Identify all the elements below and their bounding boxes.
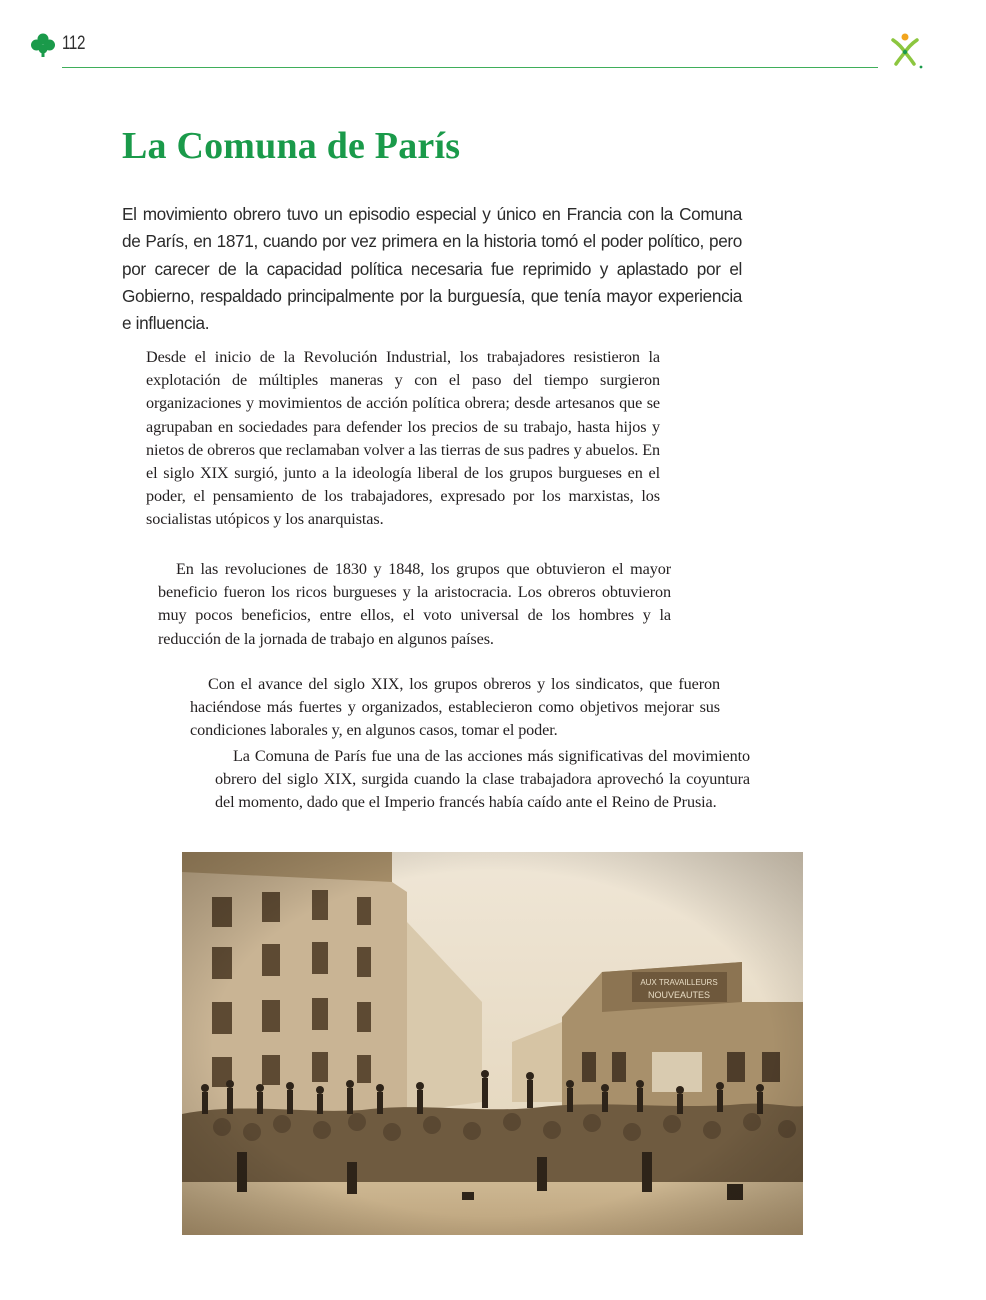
body-paragraph-2: En las revoluciones de 1830 y 1848, los grupos que obtuvieron el mayor beneficio fueron los ricos burgueses y la aristocracia. Los obreros obtuvieron muy pocos beneficios, entre ellos, el voto universal de los hombres y la reducción de la jornada de trabajo en algunos países.: [158, 560, 671, 648]
sprout-figure-icon: [885, 30, 925, 70]
page-header: [0, 0, 986, 80]
intro-paragraph: El movimiento obrero tuvo un episodio especial y único en Francia con la Comuna de París, en 1871, cuando por vez primera en la historia tomó el poder político, pero por carecer de la capacidad política necesaria fue reprimido y aplastado por el Gobierno, respaldado principalmente por la burguesía, que tenía mayor experiencia e influencia.: [122, 204, 742, 334]
page-title: La Comuna de París: [122, 125, 461, 167]
body-paragraph-1: Desde el inicio de la Revolución Industrial, los trabajadores resistieron la explotación de múltiples maneras y con el paso del tiempo surgieron organizaciones y movimientos de acción política obrera; desde artesanos que se agrupaban en sociedades para defender los precios de su trabajo, hasta hijos y nietos de obreros que reclamaban volver a las tierras de sus padres y abuelos. En el siglo XIX surgió, junto a la ideología liberal de los grupos burgueses en el poder, el pensamiento de los trabajadores, expresado por los marxistas, los socialistas utópicos y los anarquistas.: [146, 348, 660, 529]
trefoil-logo-icon: [30, 32, 56, 58]
body-paragraph-3: Con el avance del siglo XIX, los grupos obreros y los sindicatos, que fueron haciéndose más fuertes y organizados, establecieron como objetivos mejorar sus condiciones laborales y, en algunos casos, tomar el poder.: [190, 675, 720, 740]
barricade-photo: [182, 852, 803, 1235]
body-paragraph-4: La Comuna de París fue una de las acciones más significativas del movimiento obrero del siglo XIX, surgida cuando la clase trabajadora aprovechó la coyuntura del momento, dado que el Imperio francés había caído ante el Reino de Prusia.: [215, 747, 750, 812]
page-number: 112: [62, 33, 86, 54]
header-rule: [62, 67, 878, 68]
